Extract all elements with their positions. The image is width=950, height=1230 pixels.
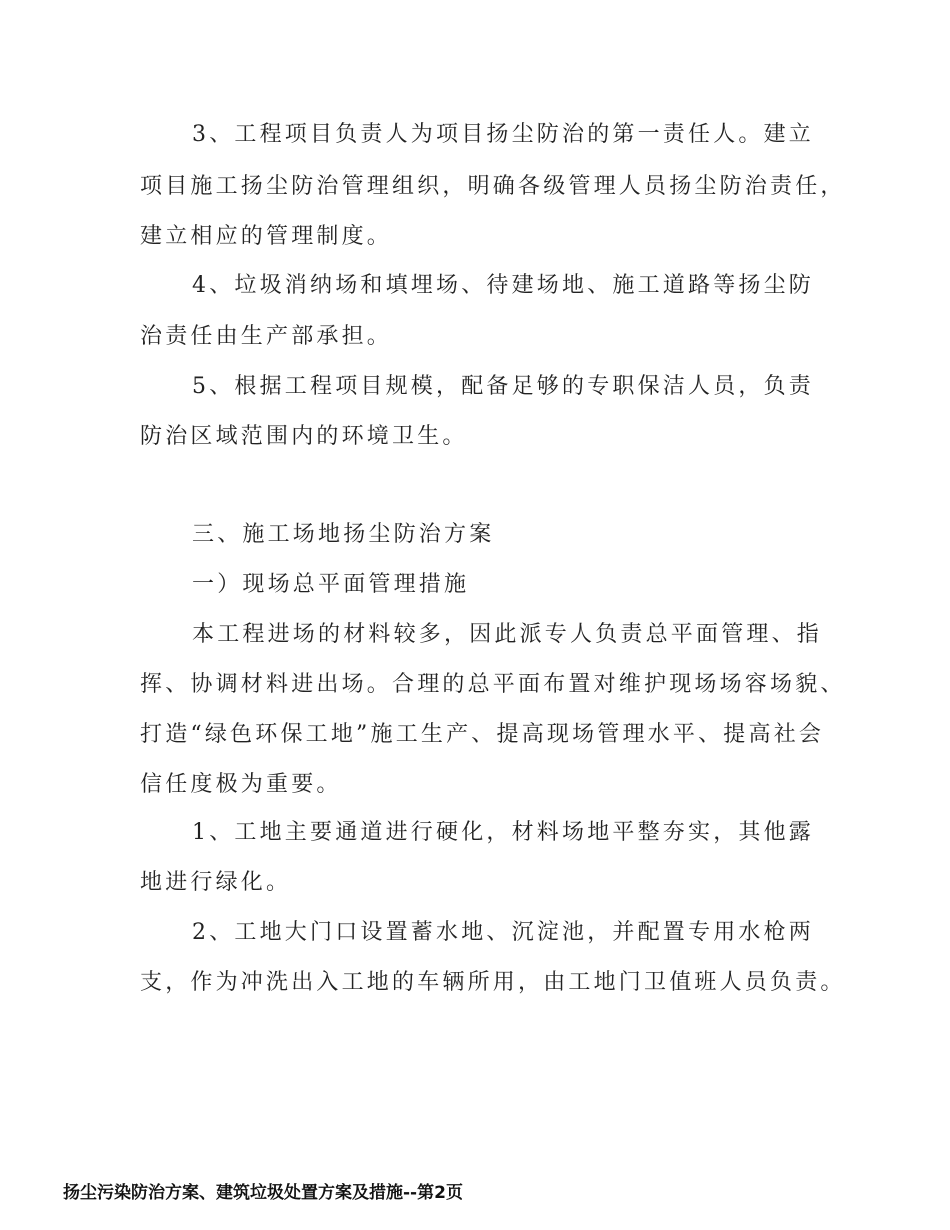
paragraph-line-1: 3、工程项目负责人为项目扬尘防治的第一责任人。建立: [192, 122, 814, 147]
paragraph-line-11: 信任度极为重要。: [140, 772, 342, 797]
paragraph-line-12: 1、工地主要通道进行硬化，材料场地平整夯实，其他露: [192, 820, 814, 845]
paragraph-line-2: 项目施工扬尘防治管理组织，明确各级管理人员扬尘防治责任，: [140, 174, 846, 199]
section-heading: 三、施工场地扬尘防治方案: [192, 522, 495, 547]
paragraph-line-7: 防治区域范围内的环境卫生。: [140, 424, 468, 449]
paragraph-line-14: 2、工地大门口设置蓄水地、沉淀池，并配置专用水枪两: [192, 920, 814, 945]
paragraph-line-8: 本工程进场的材料较多，因此派专人负责总平面管理、指: [192, 622, 823, 647]
paragraph-line-10: 打造“绿色环保工地”施工生产、提高现场管理水平、提高社会: [140, 722, 825, 747]
paragraph-line-3: 建立相应的管理制度。: [140, 224, 393, 249]
paragraph-line-9: 挥、协调材料进出场。合理的总平面布置对维护现场场容场貌、: [140, 672, 846, 697]
paragraph-line-15: 支，作为冲洗出入工地的车辆所用，由工地门卫值班人员负责。: [140, 970, 846, 995]
paragraph-line-5: 治责任由生产部承担。: [140, 324, 393, 349]
subsection-heading: 一）现场总平面管理措施: [192, 572, 470, 597]
paragraph-line-6: 5、根据工程项目规模，配备足够的专职保洁人员，负责: [192, 374, 814, 399]
page-footer: 扬尘污染防治方案、建筑垃圾处置方案及措施--第2页: [63, 1183, 463, 1203]
paragraph-line-4: 4、垃圾消纳场和填埋场、待建场地、施工道路等扬尘防: [192, 273, 814, 298]
paragraph-line-13: 地进行绿化。: [140, 870, 292, 895]
